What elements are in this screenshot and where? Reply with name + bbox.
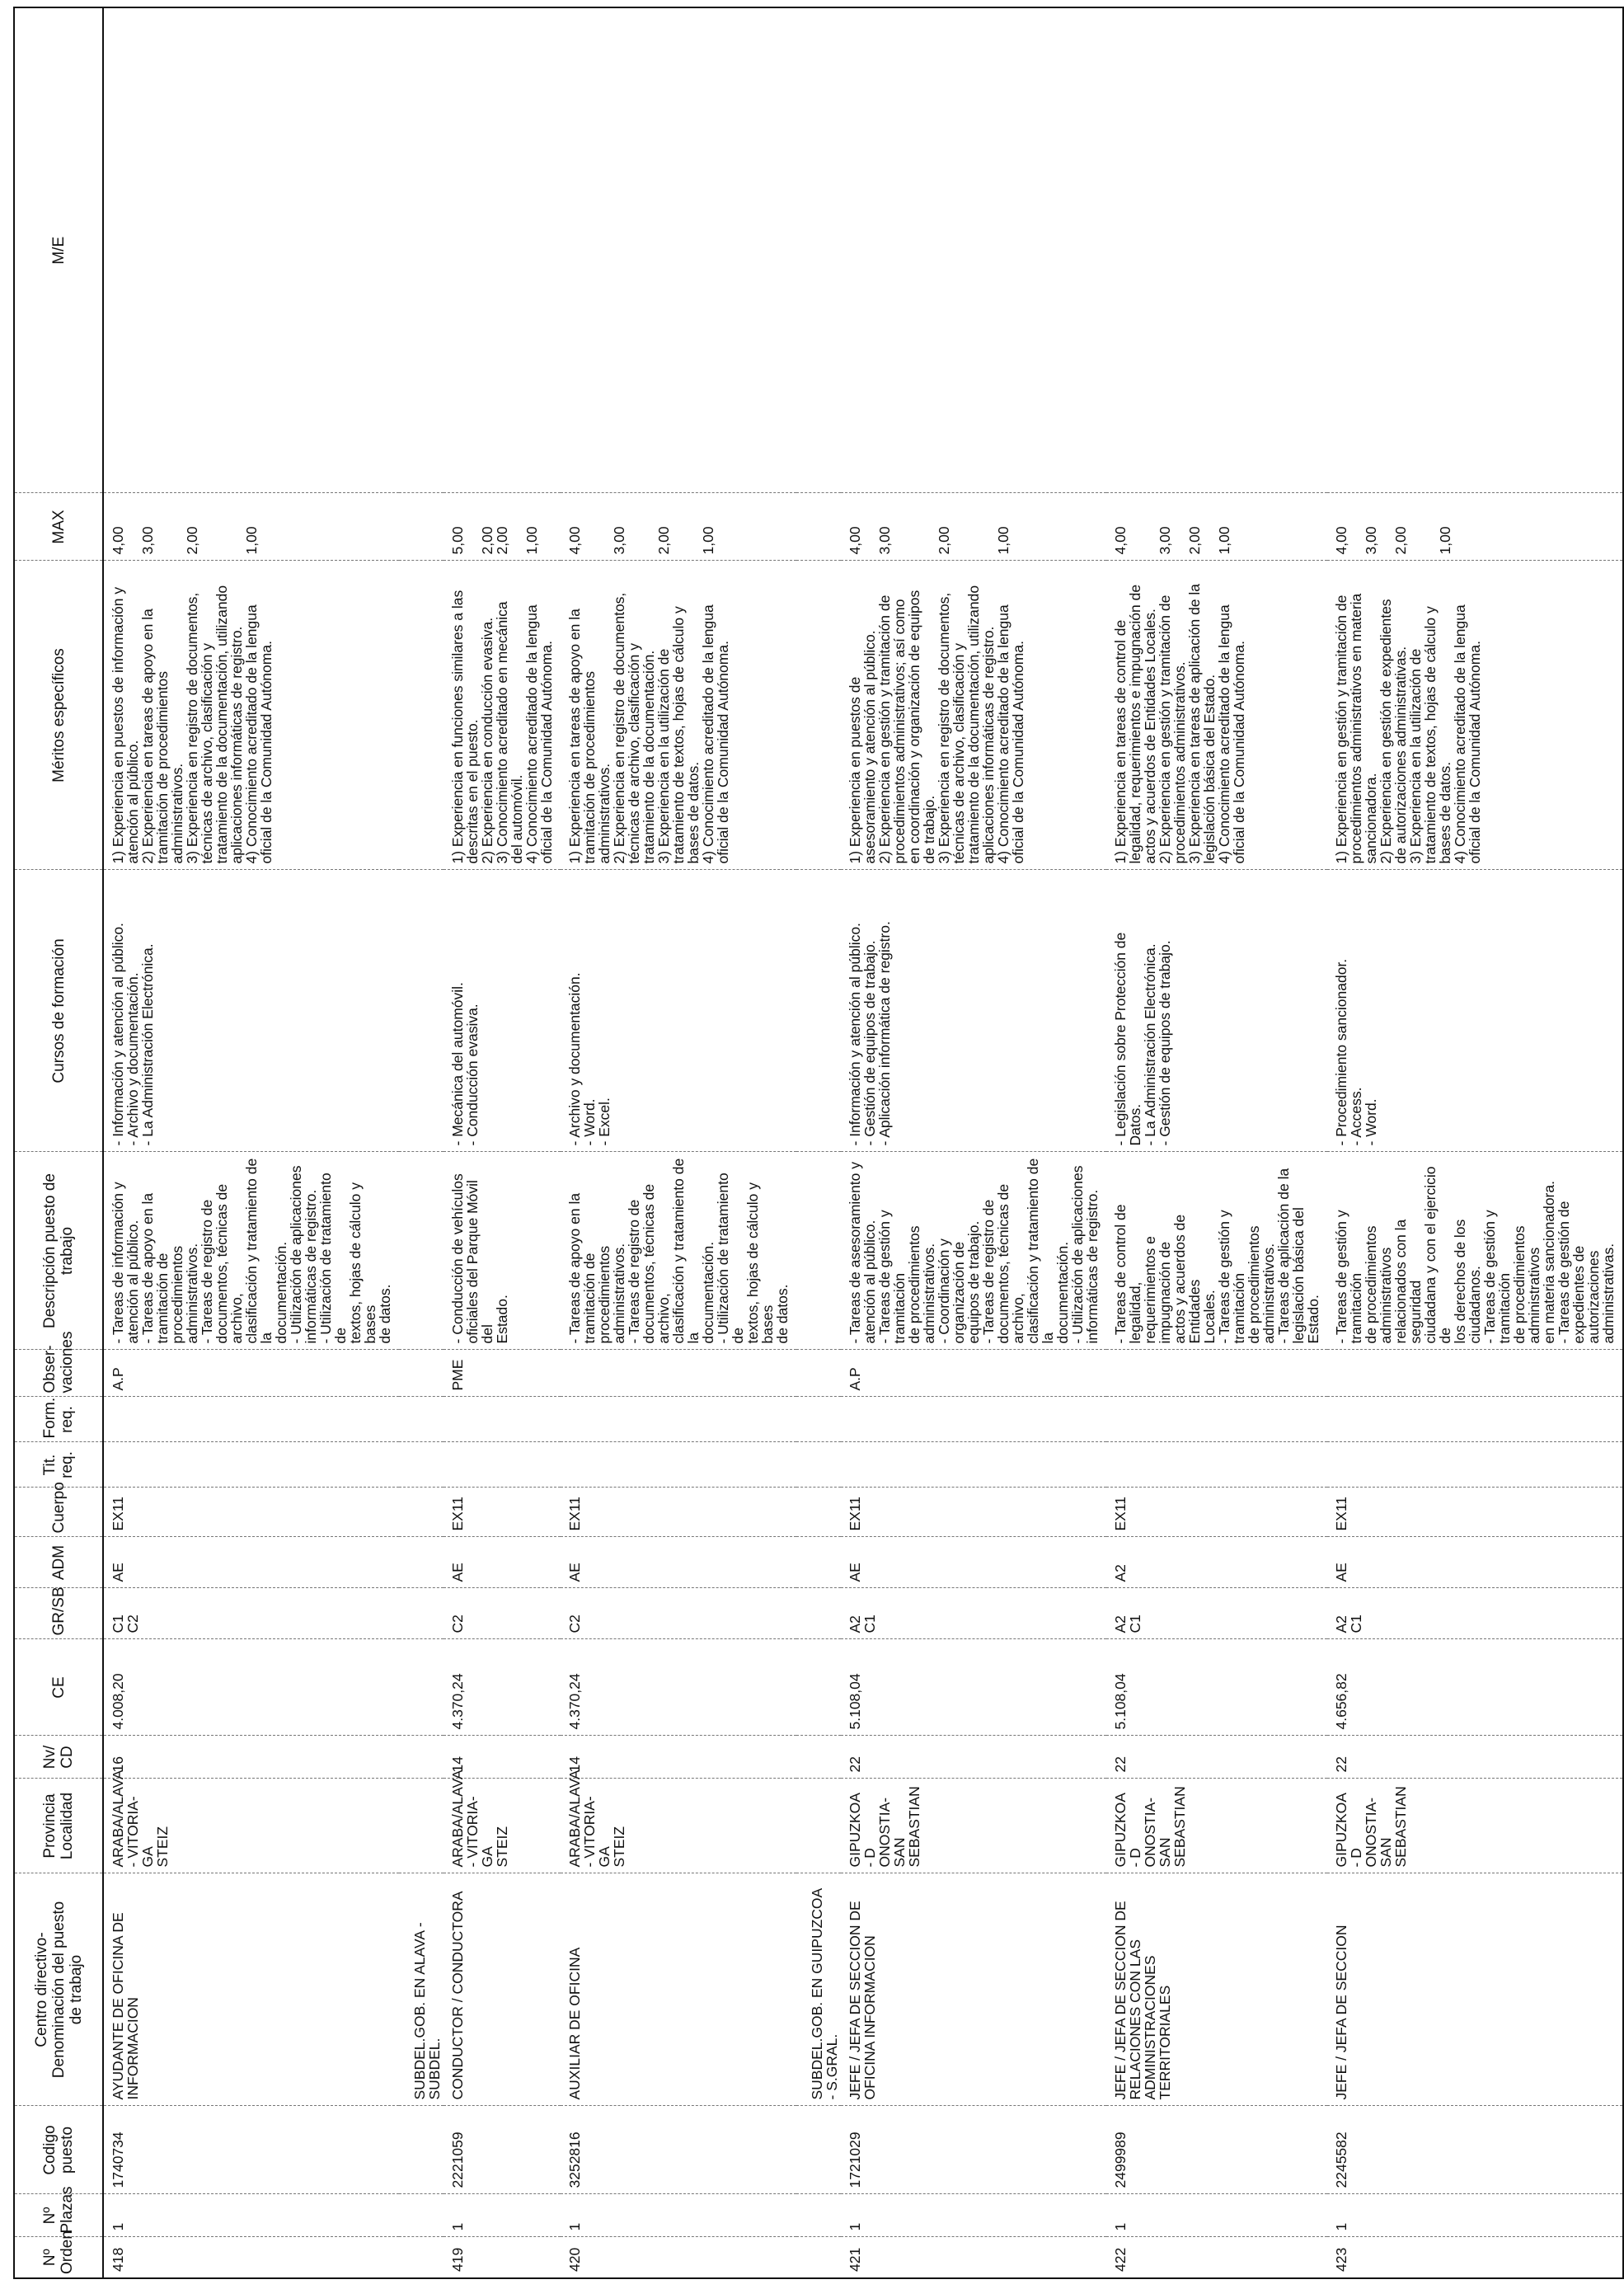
grupo-cell: C2 <box>561 1588 796 1639</box>
formacion-cell <box>444 1397 561 1442</box>
meritos-cell: 1) Experiencia en puestos de asesoramiento y atención al público. 2) Experiencia en gestión y tramitación de procedimientos administrativos; así como en coordinación y organización de equipos de trabajo. 3) Experiencia en registro de documentos, técnicas de archivo, clasificación y tratamiento de la documentación, utilizando aplicaciones informáticas de registro. 4) Conocimiento acreditado de la lengua oficial de la Comunidad Autónoma. <box>841 561 1106 870</box>
descripcion-cell: - Tareas de control de legalidad, requerimientos e impugnación de actos y acuerdos de Entidades Locales. - Tareas de gestión y tramitación de procedimientos administrativos. - Tareas de aplicación de la legislación básica del Estado. <box>1106 1152 1327 1350</box>
codigo-cell: 2499989 <box>1106 2106 1327 2194</box>
column-header: ADM <box>14 1537 103 1588</box>
empty-cell <box>796 2194 841 2237</box>
max-cell: 4,00 3,00 2,00 1,00 <box>1106 493 1327 561</box>
empty-cell <box>796 1350 841 1397</box>
provincia-cell: ARABA/ALAVA - VITORIA-GA STEIZ <box>444 1779 561 1873</box>
empty-cell <box>399 1537 444 1588</box>
cursos-cell: - Información y atención al público. - Archivo y documentación. - La Administración Electrónica. <box>103 870 399 1152</box>
column-header: M/E <box>14 7 103 493</box>
max-cell: 4,00 3,00 2,00 1,00 <box>103 493 399 561</box>
section-header-row <box>399 7 444 2278</box>
column-header: Nº Orden <box>14 2237 103 2278</box>
empty-cell <box>399 1350 444 1397</box>
me-cell <box>103 7 399 493</box>
empty-cell <box>399 2194 444 2237</box>
me-cell <box>561 7 796 493</box>
orden-cell: 419 <box>444 2237 561 2278</box>
codigo-cell: 1740734 <box>103 2106 399 2194</box>
empty-cell <box>399 1736 444 1779</box>
table-row <box>841 7 1106 2278</box>
ce-cell: 4.656,82 <box>1327 1639 1623 1736</box>
adm-cell: AE <box>444 1537 561 1588</box>
nivel-cell: 22 <box>1327 1736 1623 1779</box>
column-header: Tit. req. <box>14 1442 103 1488</box>
descripcion-cell: - Tareas de gestión y tramitación de procedimientos administrativos relacionados con la seguridad ciudadana y con el ejercicio de los derechos de los ciudadanos. - Tareas de gestión y tramitación de procedimientos administrativos en materia sancionadora. - Tareas de gestión de expedientes de autorizaciones administrativas. <box>1327 1152 1623 1350</box>
descripcion-cell: - Tareas de apoyo en la tramitación de procedimientos administrativos. - Tareas de registro de documentos, técnicas de archivo, clasificación y tratamiento de la documentación. - Utilización de tratamiento de textos, hojas de cálculo y bases de datos. <box>561 1152 796 1350</box>
observaciones-cell <box>1106 1350 1327 1397</box>
adm-cell: A2 <box>1106 1537 1327 1588</box>
empty-cell <box>399 1588 444 1639</box>
nivel-cell: 14 <box>444 1736 561 1779</box>
table-body <box>103 7 1623 2278</box>
empty-cell <box>399 561 444 870</box>
codigo-cell: 1721029 <box>841 2106 1106 2194</box>
column-header: MAX <box>14 493 103 561</box>
empty-cell <box>796 1639 841 1736</box>
puesto-cell: AUXILIAR DE OFICINA <box>561 1873 796 2106</box>
empty-cell <box>399 1779 444 1873</box>
table-row <box>561 7 796 2278</box>
codigo-cell: 2245582 <box>1327 2106 1623 2194</box>
me-cell <box>841 7 1106 493</box>
titulacion-cell <box>561 1442 796 1488</box>
empty-cell <box>796 7 841 493</box>
cuerpo-cell: EX11 <box>841 1488 1106 1537</box>
max-cell: 4,00 3,00 2,00 1,00 <box>561 493 796 561</box>
titulacion-cell <box>103 1442 399 1488</box>
column-header: Obser- vaciones <box>14 1350 103 1397</box>
titulacion-cell <box>444 1442 561 1488</box>
grupo-cell: A2 C1 <box>1106 1588 1327 1639</box>
grupo-cell: C2 <box>444 1588 561 1639</box>
column-header: GR/SB <box>14 1588 103 1639</box>
cuerpo-cell: EX11 <box>1106 1488 1327 1537</box>
codigo-cell: 2221059 <box>444 2106 561 2194</box>
grupo-cell: A2 C1 <box>841 1588 1106 1639</box>
formacion-cell <box>1327 1397 1623 1442</box>
empty-cell <box>399 1442 444 1488</box>
plazas-cell: 1 <box>1327 2194 1623 2237</box>
orden-cell: 421 <box>841 2237 1106 2278</box>
adm-cell: AE <box>103 1537 399 1588</box>
empty-cell <box>796 1488 841 1537</box>
nivel-cell: 22 <box>1106 1736 1327 1779</box>
puesto-cell: JEFE / JEFA DE SECCION <box>1327 1873 1623 2106</box>
column-header: CE <box>14 1639 103 1736</box>
empty-cell <box>796 1442 841 1488</box>
formacion-cell <box>1106 1397 1327 1442</box>
column-header: Codigo puesto <box>14 2106 103 2194</box>
plazas-cell: 1 <box>103 2194 399 2237</box>
formacion-cell <box>561 1397 796 1442</box>
observaciones-cell <box>561 1350 796 1397</box>
plazas-cell: 1 <box>561 2194 796 2237</box>
column-header: Cuerpo <box>14 1488 103 1537</box>
empty-cell <box>399 2106 444 2194</box>
column-header: Provincia Localidad <box>14 1779 103 1873</box>
meritos-cell: 1) Experiencia en tareas de apoyo en la tramitación de procedimientos administrativos. 2) Experiencia en registro de documentos, técnicas de archivo, clasificación y tratamiento de la documentación. 3) Experiencia en la utilización de tratamiento de textos, hojas de cálculo y bases de datos. 4) Conocimiento acreditado de la lengua oficial de la Comunidad Autónoma. <box>561 561 796 870</box>
column-header: Centro directivo- Denominación del puesto de trabajo <box>14 1873 103 2106</box>
cuerpo-cell: EX11 <box>103 1488 399 1537</box>
table-row <box>444 7 561 2278</box>
empty-cell <box>796 561 841 870</box>
nivel-cell: 14 <box>561 1736 796 1779</box>
empty-cell <box>399 1397 444 1442</box>
adm-cell: AE <box>561 1537 796 1588</box>
descripcion-cell: - Conducción de vehículos oficiales del Parque Móvil del Estado. <box>444 1152 561 1350</box>
max-cell: 4,00 3,00 2,00 1,00 <box>841 493 1106 561</box>
nivel-cell: 16 <box>103 1736 399 1779</box>
me-cell <box>1106 7 1327 493</box>
puesto-cell: AYUDANTE DE OFICINA DE INFORMACION <box>103 1873 399 2106</box>
section-header-row <box>796 7 841 2278</box>
adm-cell: AE <box>841 1537 1106 1588</box>
empty-cell <box>796 1779 841 1873</box>
column-header: Nv/ CD <box>14 1736 103 1779</box>
plazas-cell: 1 <box>444 2194 561 2237</box>
puesto-cell: JEFE / JEFA DE SECCION DE RELACIONES CON LAS ADMINISTRACIONES TERRITORIALES <box>1106 1873 1327 2106</box>
ce-cell: 4.008,20 <box>103 1639 399 1736</box>
empty-cell <box>796 493 841 561</box>
empty-cell <box>399 1152 444 1350</box>
cursos-cell: - Legislación sobre Protección de Datos. - La Administración Electrónica. - Gestión de equipos de trabajo. <box>1106 870 1327 1152</box>
cursos-cell: - Información y atención al público. - Gestión de equipos de trabajo. - Aplicación informática de registro. <box>841 870 1106 1152</box>
ce-cell: 4.370,24 <box>444 1639 561 1736</box>
me-cell <box>444 7 561 493</box>
column-header: Méritos específicos <box>14 561 103 870</box>
provincia-cell: ARABA/ALAVA - VITORIA-GA STEIZ <box>103 1779 399 1873</box>
observaciones-cell: PME <box>444 1350 561 1397</box>
max-cell: 5,00 2,00 2,00 1,00 <box>444 493 561 561</box>
orden-cell: 420 <box>561 2237 796 2278</box>
empty-cell <box>796 1537 841 1588</box>
plazas-cell: 1 <box>1106 2194 1327 2237</box>
titulacion-cell <box>841 1442 1106 1488</box>
observaciones-cell: A.P <box>841 1350 1106 1397</box>
ce-cell: 5.108,04 <box>841 1639 1106 1736</box>
plazas-cell: 1 <box>841 2194 1106 2237</box>
formacion-cell <box>103 1397 399 1442</box>
codigo-cell: 3252816 <box>561 2106 796 2194</box>
column-header: Cursos de formación <box>14 870 103 1152</box>
column-header: Descripción puesto de trabajo <box>14 1152 103 1350</box>
provincia-cell: GIPUZKOA - D ONOSTIA-SAN SEBASTIAN <box>841 1779 1106 1873</box>
empty-cell <box>796 1152 841 1350</box>
ce-cell: 5.108,04 <box>1106 1639 1327 1736</box>
empty-cell <box>399 1488 444 1537</box>
puesto-cell: CONDUCTOR / CONDUCTORA <box>444 1873 561 2106</box>
empty-cell <box>399 2237 444 2278</box>
titulacion-cell <box>1327 1442 1623 1488</box>
table-row <box>1327 7 1623 2278</box>
puesto-cell: JEFE / JEFA DE SECCION DE OFICINA INFORMACION <box>841 1873 1106 2106</box>
job-positions-table <box>13 7 1624 2279</box>
ce-cell: 4.370,24 <box>561 1639 796 1736</box>
meritos-cell: 1) Experiencia en gestión y tramitación de procedimientos administrativos en materia sancionadora. 2) Experiencia en gestión de expedientes de autorizaciones administrativas. 3) Experiencia en la utilización de tratamiento de textos, hojas de cálculo y bases de datos. 4) Conocimiento acreditado de la lengua oficial de la Comunidad Autónoma. <box>1327 561 1623 870</box>
meritos-cell: 1) Experiencia en tareas de control de legalidad, requerimientos e impugnación de actos y acuerdos de Entidades Locales. 2) Experiencia en gestión y tramitación de procedimientos administrativos. 3) Experiencia en tareas de aplicación de la legislación básica del Estado. 4) Conocimiento acreditado de la lengua oficial de la Comunidad Autónoma. <box>1106 561 1327 870</box>
column-header: Nº Plazas <box>14 2194 103 2237</box>
column-header: Form. req. <box>14 1397 103 1442</box>
section-header: SUBDEL.GOB. EN ALAVA - SUBDEL. <box>399 1873 444 2106</box>
cuerpo-cell: EX11 <box>561 1488 796 1537</box>
empty-cell <box>796 2106 841 2194</box>
observaciones-cell <box>1327 1350 1623 1397</box>
orden-cell: 418 <box>103 2237 399 2278</box>
grupo-cell: A2 C1 <box>1327 1588 1623 1639</box>
cursos-cell: - Procedimiento sancionador. - Access. - Word. <box>1327 870 1623 1152</box>
adm-cell: AE <box>1327 1537 1623 1588</box>
section-header: SUBDEL.GOB. EN GUIPUZCOA - S.GRAL. <box>796 1873 841 2106</box>
cuerpo-cell: EX11 <box>444 1488 561 1537</box>
max-cell: 4,00 3,00 2,00 1,00 <box>1327 493 1623 561</box>
nivel-cell: 22 <box>841 1736 1106 1779</box>
descripcion-cell: - Tareas de información y atención al público. - Tareas de apoyo en la tramitación de procedimientos administrativos. - Tareas de registro de documentos, técnicas de archivo, clasificación y tratamiento de la documentación. - Utilización de aplicaciones informáticas de registro. - Utilización de tratamiento de textos, hojas de cálculo y bases de datos. <box>103 1152 399 1350</box>
empty-cell <box>796 1588 841 1639</box>
cursos-cell: - Archivo y documentación. - Word. - Excel. <box>561 870 796 1152</box>
grupo-cell: C1 C2 <box>103 1588 399 1639</box>
meritos-cell: 1) Experiencia en funciones similares a las descritas en el puesto. 2) Experiencia en conducción evasiva. 3) Conocimiento acreditado en mecánica del automóvil. 4) Conocimiento acreditado de la lengua oficial de la Comunidad Autónoma. <box>444 561 561 870</box>
cuerpo-cell: EX11 <box>1327 1488 1623 1537</box>
provincia-cell: GIPUZKOA - D ONOSTIA-SAN SEBASTIAN <box>1327 1779 1623 1873</box>
formacion-cell <box>841 1397 1106 1442</box>
titulacion-cell <box>1106 1442 1327 1488</box>
empty-cell <box>796 1397 841 1442</box>
descripcion-cell: - Tareas de asesoramiento y atención al público. - Tareas de gestión y tramitación de procedimientos administrativos. - Coordinación y organización de equipos de trabajo. - Tareas de registro de documentos, técnicas de archivo, clasificación y tratamiento de la documentación. - Utilización de aplicaciones informáticas de registro. <box>841 1152 1106 1350</box>
empty-cell <box>796 1736 841 1779</box>
orden-cell: 422 <box>1106 2237 1327 2278</box>
me-cell <box>1327 7 1623 493</box>
observaciones-cell: A.P <box>103 1350 399 1397</box>
cursos-cell: - Mecánica del automóvil. - Conducción evasiva. <box>444 870 561 1152</box>
empty-cell <box>399 493 444 561</box>
empty-cell <box>399 1639 444 1736</box>
orden-cell: 423 <box>1327 2237 1623 2278</box>
header-row <box>14 7 103 2278</box>
provincia-cell: GIPUZKOA - D ONOSTIA-SAN SEBASTIAN <box>1106 1779 1327 1873</box>
meritos-cell: 1) Experiencia en puestos de información y atención al público. 2) Experiencia en tareas de apoyo en la tramitación de procedimientos administrativos. 3) Experiencia en registro de documentos, técnicas de archivo, clasificación y tratamiento de la documentación, utilizando aplicaciones informáticas de registro. 4) Conocimiento acreditado de la lengua oficial de la Comunidad Autónoma. <box>103 561 399 870</box>
empty-cell <box>796 870 841 1152</box>
table-row <box>103 7 399 2278</box>
empty-cell <box>796 2237 841 2278</box>
table-row <box>1106 7 1327 2278</box>
provincia-cell: ARABA/ALAVA - VITORIA-GA STEIZ <box>561 1779 796 1873</box>
empty-cell <box>399 7 444 493</box>
empty-cell <box>399 870 444 1152</box>
